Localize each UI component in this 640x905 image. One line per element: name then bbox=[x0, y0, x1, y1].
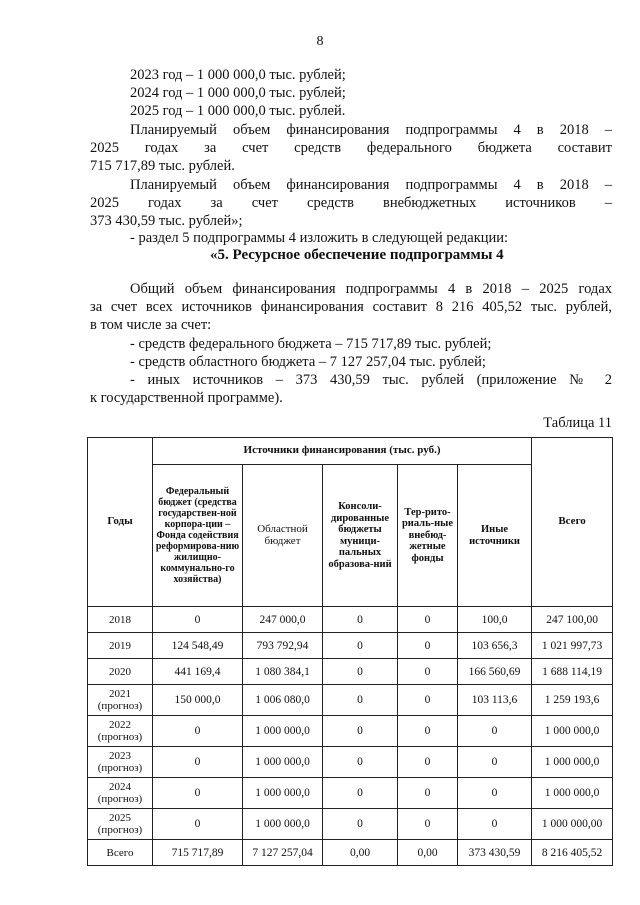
cell-territorial: 0,00 bbox=[398, 840, 458, 866]
cell-territorial: 0 bbox=[398, 685, 458, 716]
cell-other: 166 560,69 bbox=[458, 659, 532, 685]
cell-other: 0 bbox=[458, 716, 532, 747]
cell-municipal: 0 bbox=[323, 659, 398, 685]
cell-territorial: 0 bbox=[398, 747, 458, 778]
federal-para-line1: Планируемый объем финансирования подпрограммы 4 в 2018 – bbox=[130, 122, 612, 138]
table-row bbox=[88, 685, 613, 716]
table-row bbox=[88, 659, 613, 685]
cell-year: 2018 bbox=[88, 607, 153, 633]
cell-municipal: 0 bbox=[323, 716, 398, 747]
extra-para-line3: 373 430,59 тыс. рублей»; bbox=[90, 213, 243, 229]
cell-year: 2022 (прогноз) bbox=[88, 716, 153, 747]
cell-total: 1 000 000,0 bbox=[532, 778, 613, 809]
header-total: Всего bbox=[532, 438, 613, 607]
cell-other: 0 bbox=[458, 778, 532, 809]
cell-municipal: 0 bbox=[323, 685, 398, 716]
text-line-2024: 2024 год – 1 000 000,0 тыс. рублей; bbox=[130, 85, 346, 101]
cell-other: 103 113,6 bbox=[458, 685, 532, 716]
federal-para-line2: 2025 годах за счет средств федерального бюджета составит bbox=[90, 140, 612, 156]
cell-federal: 0 bbox=[153, 716, 243, 747]
header-municipal: Консоли-дированные бюджеты муници-пальных образова-ний bbox=[323, 465, 398, 607]
total-para-line2: за счет всех источников финансирования составит 8 216 405,52 тыс. рублей, bbox=[90, 299, 612, 315]
cell-year: 2023 (прогноз) bbox=[88, 747, 153, 778]
cell-regional: 247 000,0 bbox=[243, 607, 323, 633]
table-row bbox=[88, 747, 613, 778]
cell-total: 1 688 114,19 bbox=[532, 659, 613, 685]
cell-federal: 0 bbox=[153, 809, 243, 840]
cell-total: 1 259 193,6 bbox=[532, 685, 613, 716]
cell-federal: 0 bbox=[153, 607, 243, 633]
cell-territorial: 0 bbox=[398, 809, 458, 840]
text-line-2023: 2023 год – 1 000 000,0 тыс. рублей; bbox=[130, 67, 346, 83]
cell-territorial: 0 bbox=[398, 716, 458, 747]
cell-federal: 441 169,4 bbox=[153, 659, 243, 685]
table-row bbox=[88, 633, 613, 659]
page-number: 8 bbox=[316, 34, 324, 49]
cell-other: 0 bbox=[458, 747, 532, 778]
header-territorial: Тер-рито-риаль-ные внебюд-жетные фонды bbox=[398, 465, 458, 607]
table-row bbox=[88, 778, 613, 809]
cell-federal: 0 bbox=[153, 747, 243, 778]
header-regional: Областной бюджет bbox=[243, 465, 323, 607]
source-federal: - средств федерального бюджета – 715 717,89 тыс. рублей; bbox=[130, 336, 492, 352]
cell-total: 1 000 000,0 bbox=[532, 747, 613, 778]
total-para-line3: в том числе за счет: bbox=[90, 317, 212, 333]
cell-total: 8 216 405,52 bbox=[532, 840, 613, 866]
cell-territorial: 0 bbox=[398, 659, 458, 685]
cell-year: 2024 (прогноз) bbox=[88, 778, 153, 809]
cell-territorial: 0 bbox=[398, 778, 458, 809]
cell-municipal: 0 bbox=[323, 747, 398, 778]
table-row-total bbox=[88, 840, 613, 866]
cell-territorial: 0 bbox=[398, 633, 458, 659]
extra-para-line2: 2025 годах за счет средств внебюджетных источников – bbox=[90, 195, 612, 211]
cell-other: 0 bbox=[458, 809, 532, 840]
cell-federal: 0 bbox=[153, 778, 243, 809]
cell-year: 2020 bbox=[88, 659, 153, 685]
cell-municipal: 0 bbox=[323, 809, 398, 840]
cell-municipal: 0 bbox=[323, 633, 398, 659]
cell-total: 1 021 997,73 bbox=[532, 633, 613, 659]
extra-para-line1: Планируемый объем финансирования подпрограммы 4 в 2018 – bbox=[130, 177, 612, 193]
cell-other: 103 656,3 bbox=[458, 633, 532, 659]
cell-year: 2025 (прогноз) bbox=[88, 809, 153, 840]
cell-federal: 124 548,49 bbox=[153, 633, 243, 659]
cell-federal: 150 000,0 bbox=[153, 685, 243, 716]
section-title: «5. Ресурсное обеспечение подпрограммы 4 bbox=[210, 247, 504, 263]
section-instruction: - раздел 5 подпрограммы 4 изложить в следующей редакции: bbox=[130, 230, 509, 246]
cell-municipal: 0 bbox=[323, 778, 398, 809]
cell-year: 2021 (прогноз) bbox=[88, 685, 153, 716]
cell-regional: 7 127 257,04 bbox=[243, 840, 323, 866]
cell-total: 247 100,00 bbox=[532, 607, 613, 633]
table-row bbox=[88, 716, 613, 747]
source-regional: - средств областного бюджета – 7 127 257,04 тыс. рублей; bbox=[130, 354, 486, 370]
text-line-2025: 2025 год – 1 000 000,0 тыс. рублей. bbox=[130, 103, 346, 119]
cell-regional: 1 006 080,0 bbox=[243, 685, 323, 716]
cell-year: Всего bbox=[88, 840, 153, 866]
cell-territorial: 0 bbox=[398, 607, 458, 633]
federal-para-line3: 715 717,89 тыс. рублей. bbox=[90, 158, 235, 174]
cell-regional: 1 080 384,1 bbox=[243, 659, 323, 685]
table-caption: Таблица 11 bbox=[543, 415, 612, 431]
cell-other: 100,0 bbox=[458, 607, 532, 633]
table-row bbox=[88, 809, 613, 840]
source-other-line1: - иных источников – 373 430,59 тыс. рублей (приложение № 2 bbox=[130, 372, 612, 388]
cell-other: 373 430,59 bbox=[458, 840, 532, 866]
cell-total: 1 000 000,0 bbox=[532, 716, 613, 747]
cell-federal: 715 717,89 bbox=[153, 840, 243, 866]
cell-regional: 793 792,94 bbox=[243, 633, 323, 659]
cell-municipal: 0,00 bbox=[323, 840, 398, 866]
source-other-line2: к государственной программе). bbox=[90, 390, 283, 406]
cell-year: 2019 bbox=[88, 633, 153, 659]
cell-regional: 1 000 000,0 bbox=[243, 809, 323, 840]
cell-regional: 1 000 000,0 bbox=[243, 778, 323, 809]
cell-regional: 1 000 000,0 bbox=[243, 747, 323, 778]
table-row bbox=[88, 607, 613, 633]
header-other: Иные источники bbox=[458, 465, 532, 607]
total-para-line1: Общий объем финансирования подпрограммы 4 в 2018 – 2025 годах bbox=[130, 281, 612, 297]
financing-table bbox=[87, 437, 613, 866]
header-sources-group: Источники финансирования (тыс. руб.) bbox=[153, 438, 532, 465]
cell-total: 1 000 000,00 bbox=[532, 809, 613, 840]
cell-municipal: 0 bbox=[323, 607, 398, 633]
header-federal: Федеральный бюджет (средства государствен-ной корпора-ции – Фонда содействия реформирова-нию жилищно-коммунально-го хозяйства) bbox=[153, 465, 243, 607]
cell-regional: 1 000 000,0 bbox=[243, 716, 323, 747]
header-years: Годы bbox=[88, 438, 153, 607]
